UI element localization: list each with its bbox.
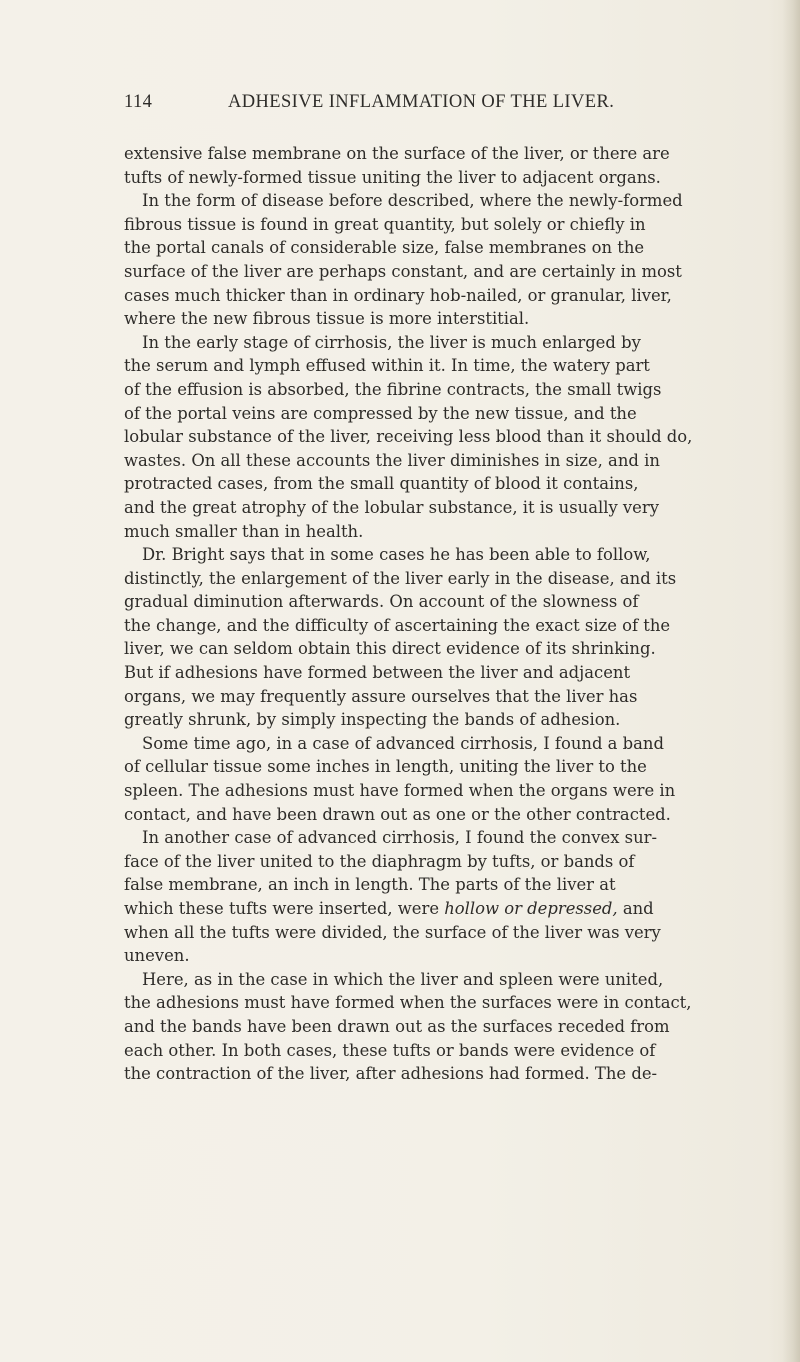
text-line-content: gradual diminution afterwards. On account of the slowness of — [124, 592, 639, 612]
text-line — [124, 991, 796, 1015]
text-line-content: But if adhesions have formed between the liver and adjacent — [124, 663, 631, 683]
text-line — [124, 803, 796, 827]
text-line — [124, 213, 796, 237]
text-line — [124, 331, 796, 355]
text-line — [124, 944, 796, 968]
text-line — [124, 425, 796, 449]
text-line — [124, 189, 796, 213]
text-line-content: and the great atrophy of the lobular substance, it is usually very — [124, 497, 659, 517]
text-line-content: and the bands have been drawn out as the surfaces receded from — [124, 1016, 670, 1036]
text-line-content: contact, and have been drawn out as one or the other contracted. — [124, 804, 671, 824]
text-line — [124, 449, 796, 473]
text-line-content: when all the tufts were divided, the surface of the liver was very — [124, 922, 661, 942]
text-line-content: liver, we can seldom obtain this direct evidence of its shrinking. — [124, 639, 656, 659]
text-line-content: In the form of disease before described, where the newly-formed — [142, 191, 683, 211]
text-line-content: of the portal veins are compressed by the new tissue, and the — [124, 403, 637, 423]
text-line-content: surface of the liver are perhaps constant, and are certainly in most — [124, 261, 682, 281]
text-line — [124, 708, 796, 732]
text-line — [124, 284, 796, 308]
text-line — [124, 614, 796, 638]
text-line-content: cases much thicker than in ordinary hob-nailed, or granular, liver, — [124, 285, 672, 305]
text-line-content: fibrous tissue is found in great quantity, but solely or chiefly in — [124, 214, 646, 234]
text-line — [124, 543, 796, 567]
italic-emphasis: hollow or depressed, — [444, 899, 618, 918]
text-line-content: organs, we may frequently assure ourselves that the liver has — [124, 686, 638, 706]
text-line-content: much smaller than in health. — [124, 521, 364, 541]
text-line-content: each other. In both cases, these tufts or bands were evidence of — [124, 1040, 656, 1060]
text-line — [124, 755, 796, 779]
text-line — [124, 921, 796, 945]
text-line — [124, 685, 796, 709]
text-line-content: Here, as in the case in which the liver and spleen were united, — [142, 969, 664, 989]
page-header — [124, 92, 664, 118]
text-line-content: the change, and the difficulty of ascertaining the exact size of the — [124, 615, 671, 635]
text-line-content: tufts of newly-formed tissue uniting the liver to adjacent organs. — [124, 167, 661, 187]
text-line-content: Some time ago, in a case of advanced cirrhosis, I found a band — [142, 733, 664, 753]
text-line — [124, 779, 796, 803]
text-line-content: of the effusion is absorbed, the fibrine contracts, the small twigs — [124, 379, 662, 399]
text-line-content: the contraction of the liver, after adhesions had formed. The de- — [124, 1064, 658, 1084]
text-line — [124, 732, 796, 756]
text-line — [124, 496, 796, 520]
text-line-content: the adhesions must have formed when the surfaces were in contact, — [124, 993, 692, 1013]
text-line-content: wastes. On all these accounts the liver diminishes in size, and in — [124, 450, 660, 470]
body-text — [124, 142, 796, 1086]
text-line-content: distinctly, the enlargement of the liver early in the disease, and its — [124, 568, 677, 588]
text-line — [124, 637, 796, 661]
text-line — [124, 166, 796, 190]
text-line — [124, 1039, 796, 1063]
text-line — [124, 850, 796, 874]
text-line-content: where the new fibrous tissue is more interstitial. — [124, 309, 530, 329]
text-line-content: face of the liver united to the diaphragm by tufts, or bands of — [124, 851, 635, 871]
text-line-content: In the early stage of cirrhosis, the liver is much enlarged by — [142, 332, 641, 352]
text-line — [124, 260, 796, 284]
text-line — [124, 378, 796, 402]
text-line-content: In another case of advanced cirrhosis, I found the convex sur- — [142, 828, 658, 848]
text-line-content: Dr. Bright says that in some cases he has been able to follow, — [142, 545, 651, 565]
text-line — [124, 661, 796, 685]
text-line-content: false membrane, an inch in length. The parts of the liver at — [124, 875, 616, 895]
text-line — [124, 590, 796, 614]
text-line — [124, 968, 796, 992]
text-line — [124, 354, 796, 378]
text-line — [124, 1062, 796, 1086]
text-line — [124, 873, 796, 897]
text-line-content: greatly shrunk, by simply inspecting the bands of adhesion. — [124, 710, 621, 730]
running-title: ADHESIVE INFLAMMATION OF THE LIVER. — [228, 92, 615, 112]
text-line — [124, 520, 796, 544]
page-number: 114 — [124, 92, 153, 112]
text-line — [124, 402, 796, 426]
text-line-content: which these tufts were inserted, were — [124, 899, 445, 918]
text-line — [124, 142, 796, 166]
text-line — [124, 897, 796, 921]
text-line — [124, 1015, 796, 1039]
text-line — [124, 307, 796, 331]
text-line — [124, 236, 796, 260]
text-line-content: spleen. The adhesions must have formed when the organs were in — [124, 781, 676, 801]
text-line-content: extensive false membrane on the surface of the liver, or there are — [124, 144, 670, 163]
text-line-content: protracted cases, from the small quantity of blood it contains, — [124, 474, 639, 494]
text-line-content: lobular substance of the liver, receiving less blood than it should do, — [124, 427, 693, 447]
text-line — [124, 567, 796, 591]
text-line-tail: and — [617, 899, 654, 918]
text-line — [124, 472, 796, 496]
text-line — [124, 826, 796, 850]
text-line-content: the portal canals of considerable size, false membranes on the — [124, 238, 645, 258]
text-line-content: the serum and lymph effused within it. In time, the watery part — [124, 356, 650, 376]
text-line-content: of cellular tissue some inches in length, uniting the liver to the — [124, 757, 647, 777]
text-line-content: uneven. — [124, 946, 190, 966]
